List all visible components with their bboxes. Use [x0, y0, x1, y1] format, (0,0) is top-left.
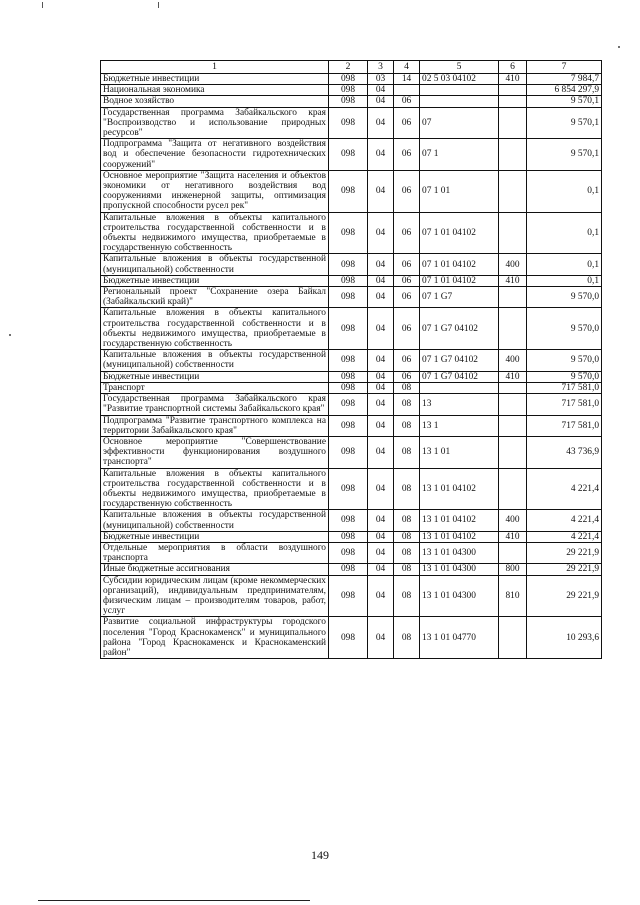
target-article-cell: 07 1 01 04102 [420, 254, 499, 275]
amount-cell: 29 221,9 [527, 575, 602, 617]
column-header: 1 [101, 61, 329, 74]
amount-cell: 9 570,0 [527, 350, 602, 371]
section-code-cell: 04 [368, 107, 394, 139]
admin-code-cell: 098 [329, 542, 368, 563]
admin-code-cell: 098 [329, 85, 368, 96]
table-row [101, 212, 602, 254]
admin-code-cell: 098 [329, 107, 368, 139]
subsection-code-cell [394, 85, 420, 96]
amount-cell: 7 984,7 [527, 74, 602, 85]
target-article-cell: 07 1 G7 [420, 287, 499, 308]
amount-cell: 4 221,4 [527, 510, 602, 531]
item-name-cell: Бюджетные инвестиции [101, 371, 329, 382]
target-article-cell: 13 1 01 04300 [420, 542, 499, 563]
admin-code-cell: 098 [329, 617, 368, 659]
amount-cell: 9 570,1 [527, 107, 602, 139]
expense-type-cell [499, 170, 527, 212]
amount-cell: 717 581,0 [527, 382, 602, 393]
item-name-cell: Капитальные вложения в объекты капитального строительства государственной собственности и в объекты недвижимого имущества, приобретаемые в государственную собственность [101, 212, 329, 254]
section-code-cell: 04 [368, 564, 394, 575]
item-name-cell: Бюджетные инвестиции [101, 74, 329, 85]
expense-type-cell: 400 [499, 350, 527, 371]
expense-type-cell: 410 [499, 74, 527, 85]
target-article-cell [420, 85, 499, 96]
column-header: 2 [329, 61, 368, 74]
table-row [101, 468, 602, 510]
table-row [101, 74, 602, 85]
subsection-code-cell: 08 [394, 531, 420, 542]
subsection-code-cell: 08 [394, 382, 420, 393]
table-row [101, 139, 602, 171]
target-article-cell: 07 1 01 [420, 170, 499, 212]
scan-mark [158, 2, 159, 8]
target-article-cell: 13 1 01 04102 [420, 531, 499, 542]
expense-type-cell [499, 468, 527, 510]
target-article-cell: 13 1 01 04102 [420, 468, 499, 510]
table-row [101, 542, 602, 563]
section-code-cell: 04 [368, 371, 394, 382]
section-code-cell: 04 [368, 542, 394, 563]
item-name-cell: Капитальные вложения в объекты капитального строительства государственной собственности и в объекты недвижимого имущества, приобретаемые в государственную собственность [101, 308, 329, 350]
table-row [101, 308, 602, 350]
subsection-code-cell: 08 [394, 436, 420, 468]
section-code-cell: 04 [368, 254, 394, 275]
target-article-cell: 07 1 [420, 139, 499, 171]
subsection-code-cell: 06 [394, 308, 420, 350]
column-header: 7 [527, 61, 602, 74]
expense-type-cell [499, 415, 527, 436]
table-row [101, 96, 602, 107]
subsection-code-cell: 08 [394, 617, 420, 659]
item-name-cell: Основное мероприятие "Совершенствование эффективности функционирования воздушного транспорта" [101, 436, 329, 468]
section-code-cell: 04 [368, 531, 394, 542]
item-name-cell: Развитие социальной инфраструктуры городского поселения "Город Краснокаменск" и муниципального района "Город Краснокаменск и Краснокаменский район" [101, 617, 329, 659]
amount-cell: 717 581,0 [527, 415, 602, 436]
expense-type-cell: 400 [499, 510, 527, 531]
subsection-code-cell: 06 [394, 275, 420, 286]
table-row [101, 107, 602, 139]
table-row [101, 350, 602, 371]
column-header: 5 [420, 61, 499, 74]
admin-code-cell: 098 [329, 468, 368, 510]
amount-cell: 4 221,4 [527, 531, 602, 542]
subsection-code-cell: 06 [394, 139, 420, 171]
table-row [101, 531, 602, 542]
expense-type-cell: 410 [499, 275, 527, 286]
item-name-cell: Подпрограмма "Развитие транспортного комплекса на территории Забайкальского края" [101, 415, 329, 436]
amount-cell: 0,1 [527, 170, 602, 212]
scan-dot [618, 46, 620, 48]
table-row [101, 254, 602, 275]
amount-cell: 9 570,0 [527, 371, 602, 382]
target-article-cell: 07 1 G7 04102 [420, 308, 499, 350]
subsection-code-cell: 06 [394, 254, 420, 275]
section-code-cell: 04 [368, 394, 394, 415]
amount-cell: 0,1 [527, 212, 602, 254]
expense-type-cell [499, 542, 527, 563]
admin-code-cell: 098 [329, 564, 368, 575]
item-name-cell: Субсидии юридическим лицам (кроме некоммерческих организаций), индивидуальным предпринимателям, физическим лицам – производителям товаров, работ, услуг [101, 575, 329, 617]
admin-code-cell: 098 [329, 96, 368, 107]
table-row [101, 371, 602, 382]
target-article-cell: 07 [420, 107, 499, 139]
subsection-code-cell: 06 [394, 107, 420, 139]
amount-cell: 9 570,0 [527, 287, 602, 308]
amount-cell: 9 570,1 [527, 96, 602, 107]
subsection-code-cell: 06 [394, 287, 420, 308]
expense-type-cell [499, 436, 527, 468]
section-code-cell: 04 [368, 415, 394, 436]
table-row [101, 394, 602, 415]
subsection-code-cell: 06 [394, 96, 420, 107]
expense-type-cell: 810 [499, 575, 527, 617]
amount-cell: 0,1 [527, 275, 602, 286]
item-name-cell: Транспорт [101, 382, 329, 393]
subsection-code-cell: 08 [394, 542, 420, 563]
item-name-cell: Национальная экономика [101, 85, 329, 96]
admin-code-cell: 098 [329, 139, 368, 171]
section-code-cell: 03 [368, 74, 394, 85]
item-name-cell: Бюджетные инвестиции [101, 531, 329, 542]
expense-type-cell [499, 382, 527, 393]
expense-type-cell: 410 [499, 531, 527, 542]
table-row [101, 382, 602, 393]
amount-cell: 6 854 297,9 [527, 85, 602, 96]
admin-code-cell: 098 [329, 575, 368, 617]
subsection-code-cell: 06 [394, 212, 420, 254]
table-body [101, 74, 602, 659]
admin-code-cell: 098 [329, 212, 368, 254]
expense-type-cell [499, 139, 527, 171]
subsection-code-cell: 08 [394, 575, 420, 617]
section-code-cell: 04 [368, 436, 394, 468]
admin-code-cell: 098 [329, 436, 368, 468]
section-code-cell: 04 [368, 617, 394, 659]
target-article-cell: 07 1 G7 04102 [420, 350, 499, 371]
expense-type-cell [499, 287, 527, 308]
table-row [101, 287, 602, 308]
scan-dot [9, 334, 11, 336]
expense-type-cell [499, 212, 527, 254]
amount-cell: 9 570,0 [527, 308, 602, 350]
target-article-cell: 13 1 [420, 415, 499, 436]
admin-code-cell: 098 [329, 394, 368, 415]
admin-code-cell: 098 [329, 287, 368, 308]
item-name-cell: Иные бюджетные ассигнования [101, 564, 329, 575]
section-code-cell: 04 [368, 382, 394, 393]
expense-type-cell: 800 [499, 564, 527, 575]
expense-type-cell: 410 [499, 371, 527, 382]
amount-cell: 43 736,9 [527, 436, 602, 468]
page-number: 149 [311, 848, 329, 862]
target-article-cell [420, 382, 499, 393]
column-header: 3 [368, 61, 394, 74]
admin-code-cell: 098 [329, 308, 368, 350]
section-code-cell: 04 [368, 287, 394, 308]
target-article-cell: 13 1 01 04300 [420, 575, 499, 617]
amount-cell: 4 221,4 [527, 468, 602, 510]
table-row [101, 415, 602, 436]
item-name-cell: Капитальные вложения в объекты государственной (муниципальной) собственности [101, 350, 329, 371]
subsection-code-cell: 08 [394, 564, 420, 575]
table-row [101, 170, 602, 212]
admin-code-cell: 098 [329, 531, 368, 542]
item-name-cell: Подпрограмма "Защита от негативного воздействия вод и обеспечение безопасности гидротехнических сооружений" [101, 139, 329, 171]
expense-type-cell [499, 96, 527, 107]
amount-cell: 29 221,9 [527, 564, 602, 575]
budget-allocation-table [100, 60, 602, 659]
subsection-code-cell: 08 [394, 394, 420, 415]
amount-cell: 29 221,9 [527, 542, 602, 563]
target-article-cell: 13 1 01 04770 [420, 617, 499, 659]
expense-type-cell [499, 85, 527, 96]
expense-type-cell [499, 308, 527, 350]
column-header: 6 [499, 61, 527, 74]
table-row [101, 510, 602, 531]
table-row [101, 436, 602, 468]
amount-cell: 10 293,6 [527, 617, 602, 659]
subsection-code-cell: 08 [394, 510, 420, 531]
item-name-cell: Бюджетные инвестиции [101, 275, 329, 286]
admin-code-cell: 098 [329, 510, 368, 531]
table-row [101, 617, 602, 659]
column-header: 4 [394, 61, 420, 74]
subsection-code-cell: 06 [394, 350, 420, 371]
expense-type-cell: 400 [499, 254, 527, 275]
target-article-cell: 07 1 G7 04102 [420, 371, 499, 382]
target-article-cell: 07 1 01 04102 [420, 212, 499, 254]
scan-mark [42, 2, 43, 8]
subsection-code-cell: 14 [394, 74, 420, 85]
section-code-cell: 04 [368, 308, 394, 350]
section-code-cell: 04 [368, 96, 394, 107]
section-code-cell: 04 [368, 275, 394, 286]
section-code-cell: 04 [368, 170, 394, 212]
expense-type-cell [499, 617, 527, 659]
section-code-cell: 04 [368, 350, 394, 371]
expense-type-cell [499, 107, 527, 139]
item-name-cell: Государственная программа Забайкальского края "Развитие транспортной системы Забайкальского края" [101, 394, 329, 415]
target-article-cell: 13 1 01 04102 [420, 510, 499, 531]
amount-cell: 0,1 [527, 254, 602, 275]
item-name-cell: Водное хозяйство [101, 96, 329, 107]
admin-code-cell: 098 [329, 74, 368, 85]
section-code-cell: 04 [368, 575, 394, 617]
expense-type-cell [499, 394, 527, 415]
amount-cell: 9 570,1 [527, 139, 602, 171]
item-name-cell: Отдельные мероприятия в области воздушного транспорта [101, 542, 329, 563]
admin-code-cell: 098 [329, 254, 368, 275]
subsection-code-cell: 08 [394, 415, 420, 436]
subsection-code-cell: 06 [394, 170, 420, 212]
section-code-cell: 04 [368, 85, 394, 96]
amount-cell: 717 581,0 [527, 394, 602, 415]
item-name-cell: Основное мероприятие "Защита населения и объектов экономики от негативного воздействия вод сооружениями инженерной защиты, оптимизация пропускной способности русел рек" [101, 170, 329, 212]
target-article-cell: 07 1 01 04102 [420, 275, 499, 286]
section-code-cell: 04 [368, 468, 394, 510]
item-name-cell: Капитальные вложения в объекты государственной (муниципальной) собственности [101, 510, 329, 531]
target-article-cell: 02 5 03 04102 [420, 74, 499, 85]
header-row [101, 61, 602, 74]
item-name-cell: Региональный проект "Сохранение озера Байкал (Забайкальский край)" [101, 287, 329, 308]
section-code-cell: 04 [368, 510, 394, 531]
subsection-code-cell: 06 [394, 371, 420, 382]
section-code-cell: 04 [368, 212, 394, 254]
item-name-cell: Капитальные вложения в объекты государственной (муниципальной) собственности [101, 254, 329, 275]
table-row [101, 275, 602, 286]
table-row [101, 564, 602, 575]
target-article-cell: 13 1 01 04300 [420, 564, 499, 575]
target-article-cell [420, 96, 499, 107]
section-code-cell: 04 [368, 139, 394, 171]
table-row [101, 85, 602, 96]
admin-code-cell: 098 [329, 382, 368, 393]
table-row [101, 575, 602, 617]
admin-code-cell: 098 [329, 371, 368, 382]
admin-code-cell: 098 [329, 415, 368, 436]
admin-code-cell: 098 [329, 170, 368, 212]
scan-edge-marks [40, 2, 600, 16]
target-article-cell: 13 1 01 [420, 436, 499, 468]
item-name-cell: Капитальные вложения в объекты капитального строительства государственной собственности и в объекты недвижимого имущества, приобретаемые в государственную собственность [101, 468, 329, 510]
target-article-cell: 13 [420, 394, 499, 415]
admin-code-cell: 098 [329, 275, 368, 286]
footer-rule [38, 900, 310, 901]
admin-code-cell: 098 [329, 350, 368, 371]
item-name-cell: Государственная программа Забайкальского края "Воспроизводство и использование природных ресурсов" [101, 107, 329, 139]
subsection-code-cell: 08 [394, 468, 420, 510]
